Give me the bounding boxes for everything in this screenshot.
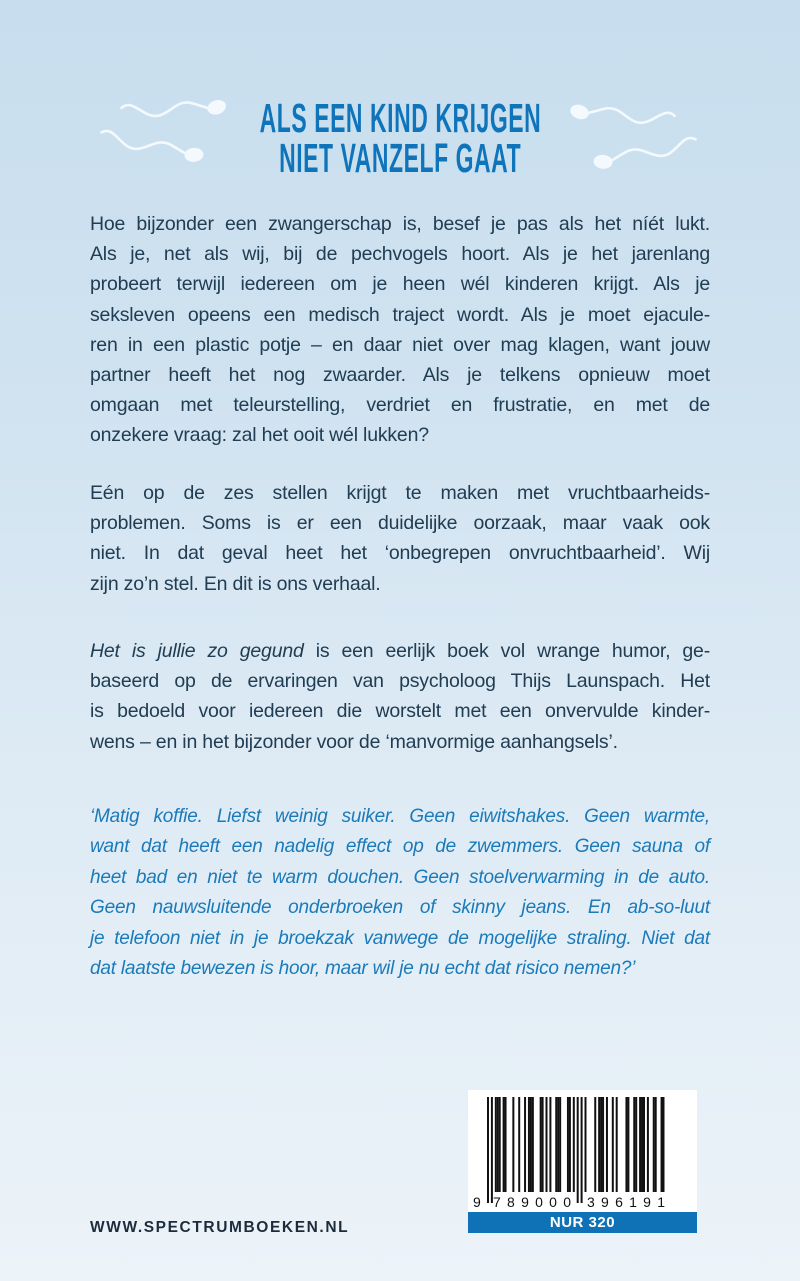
barcode-bar bbox=[616, 1097, 618, 1192]
barcode-bar bbox=[499, 1097, 501, 1192]
text-line: seksleven opeens een medisch traject wordt. Als je moet ejacule- bbox=[90, 303, 710, 326]
barcode-svg bbox=[468, 1090, 697, 1212]
barcode-bar bbox=[495, 1097, 497, 1192]
text-line: niet. In dat geval heet het ‘onbegrepen onvruchtbaarheid’. Wij bbox=[90, 542, 710, 565]
book-description-paragraph bbox=[90, 636, 710, 757]
barcode-bar bbox=[661, 1097, 663, 1192]
barcode-bar bbox=[639, 1097, 641, 1192]
nur-code-label: NUR 320 bbox=[549, 1214, 616, 1231]
barcode-bar bbox=[559, 1097, 561, 1192]
barcode-bar bbox=[653, 1097, 655, 1192]
publisher-website: WWW.SPECTRUMBOEKEN.NL bbox=[90, 1219, 350, 1236]
barcode-bar bbox=[641, 1097, 643, 1192]
barcode-bar bbox=[549, 1097, 551, 1192]
barcode-bar bbox=[503, 1097, 505, 1192]
text-line: zijn zo’n stel. En dit is ons verhaal. bbox=[90, 572, 381, 595]
barcode-bar bbox=[542, 1097, 544, 1192]
barcode-bar bbox=[567, 1097, 569, 1192]
barcode-bars bbox=[487, 1097, 665, 1203]
text-line: Hoe bijzonder een zwangerschap is, besef je pas als het níét lukt. bbox=[90, 213, 710, 235]
barcode-bar bbox=[497, 1097, 499, 1192]
barcode-bar bbox=[655, 1097, 657, 1192]
barcode-bar bbox=[524, 1097, 526, 1192]
cover-headline bbox=[0, 95, 800, 181]
barcode-bar bbox=[505, 1097, 507, 1192]
text-line: Het is jullie zo gegund is een eerlijk boek vol wrange humor, ge- bbox=[90, 640, 710, 662]
barcode-bar bbox=[600, 1097, 602, 1192]
barcode-bar bbox=[532, 1097, 534, 1192]
text-line: ren in een plastic potje – en daar niet over mag klagen, want jouw bbox=[90, 333, 710, 356]
barcode-bar bbox=[540, 1097, 542, 1192]
barcode-bar bbox=[512, 1097, 514, 1192]
barcode-bar bbox=[643, 1097, 645, 1192]
barcode-bar bbox=[635, 1097, 637, 1192]
text-line: probeert terwijl iedereen om je heen wél kinderen krijgt. Als je bbox=[90, 273, 710, 296]
text-line: ‘Matig koffie. Liefst weinig suiker. Geen eiwitshakes. Geen warmte, bbox=[90, 806, 710, 827]
barcode-bar bbox=[555, 1097, 557, 1192]
advice-quote-paragraph bbox=[90, 802, 710, 984]
text-line: partner heeft het nog zwaarder. Als je telkens opnieuw moet bbox=[90, 364, 710, 387]
nur-code-badge bbox=[468, 1212, 697, 1233]
text-line: Geen nauwsluitende onderbroeken of skinny jeans. En ab-so-luut bbox=[90, 897, 710, 919]
barcode-digits-right: 396191 bbox=[587, 1194, 665, 1210]
barcode-bar bbox=[557, 1097, 559, 1192]
barcode-bar bbox=[518, 1097, 520, 1192]
text-line: baseerd op de ervaringen van psycholoog Thijs Launspach. Het bbox=[90, 670, 710, 693]
text-line: is bedoeld voor iedereen die worstelt met een onvervulde kinder- bbox=[90, 700, 710, 723]
barcode-bar bbox=[569, 1097, 571, 1192]
barcode-bar bbox=[606, 1097, 608, 1192]
barcode-bar bbox=[627, 1097, 629, 1192]
text-line: want dat heeft een nadelig effect op de zwemmers. Geen sauna of bbox=[90, 836, 710, 858]
text-line: onzekere vraag: zal het ooit wél lukken? bbox=[90, 424, 429, 447]
barcode-bar bbox=[491, 1097, 493, 1203]
barcode-bar bbox=[530, 1097, 532, 1192]
barcode-bar bbox=[625, 1097, 627, 1192]
text-line: wens – en in het bijzonder voor de ‘manvormige aanhangsels’. bbox=[90, 730, 618, 753]
barcode-bar bbox=[602, 1097, 604, 1192]
barcode bbox=[468, 1090, 697, 1212]
intro-paragraph bbox=[90, 209, 710, 451]
text-line: je telefoon niet in je broekzak vanwege de mogelijke straling. Niet dat bbox=[90, 927, 710, 949]
barcode-digits-left: 789000 bbox=[493, 1194, 571, 1210]
text-line: heet bad en niet te warm douchen. Geen stoelverwarming in de auto. bbox=[90, 866, 710, 888]
text-line: Als je, net als wij, bij de pechvogels hoort. Als je het jarenlang bbox=[90, 243, 710, 266]
barcode-bar bbox=[612, 1097, 614, 1192]
text-line: Eén op de zes stellen krijgt te maken met vruchtbaarheids- bbox=[90, 482, 710, 504]
headline-line-1: ALS EEN KIND KRIJGEN bbox=[259, 95, 541, 141]
barcode-bar bbox=[585, 1097, 587, 1192]
barcode-bar bbox=[594, 1097, 596, 1192]
text-line: omgaan met teleurstelling, verdriet en frustratie, en met de bbox=[90, 394, 710, 417]
barcode-digit-first: 9 bbox=[473, 1194, 481, 1210]
barcode-bar bbox=[663, 1097, 665, 1192]
text-line: problemen. Soms is er een duidelijke oorzaak, maar vaak ook bbox=[90, 512, 710, 535]
headline-line-2: NIET VANZELF GAAT bbox=[278, 135, 522, 181]
barcode-bar bbox=[573, 1097, 575, 1192]
barcode-bar bbox=[546, 1097, 548, 1192]
barcode-bar bbox=[633, 1097, 635, 1192]
barcode-bar bbox=[581, 1097, 583, 1203]
barcode-bar bbox=[647, 1097, 649, 1192]
barcode-bar bbox=[487, 1097, 489, 1203]
barcode-bar bbox=[528, 1097, 530, 1192]
text-line: dat laatste bewezen is hoor, maar wil je nu echt dat risico nemen?’ bbox=[90, 958, 636, 980]
fertility-stats-paragraph bbox=[90, 478, 710, 599]
barcode-bar bbox=[598, 1097, 600, 1192]
barcode-bar bbox=[577, 1097, 579, 1203]
